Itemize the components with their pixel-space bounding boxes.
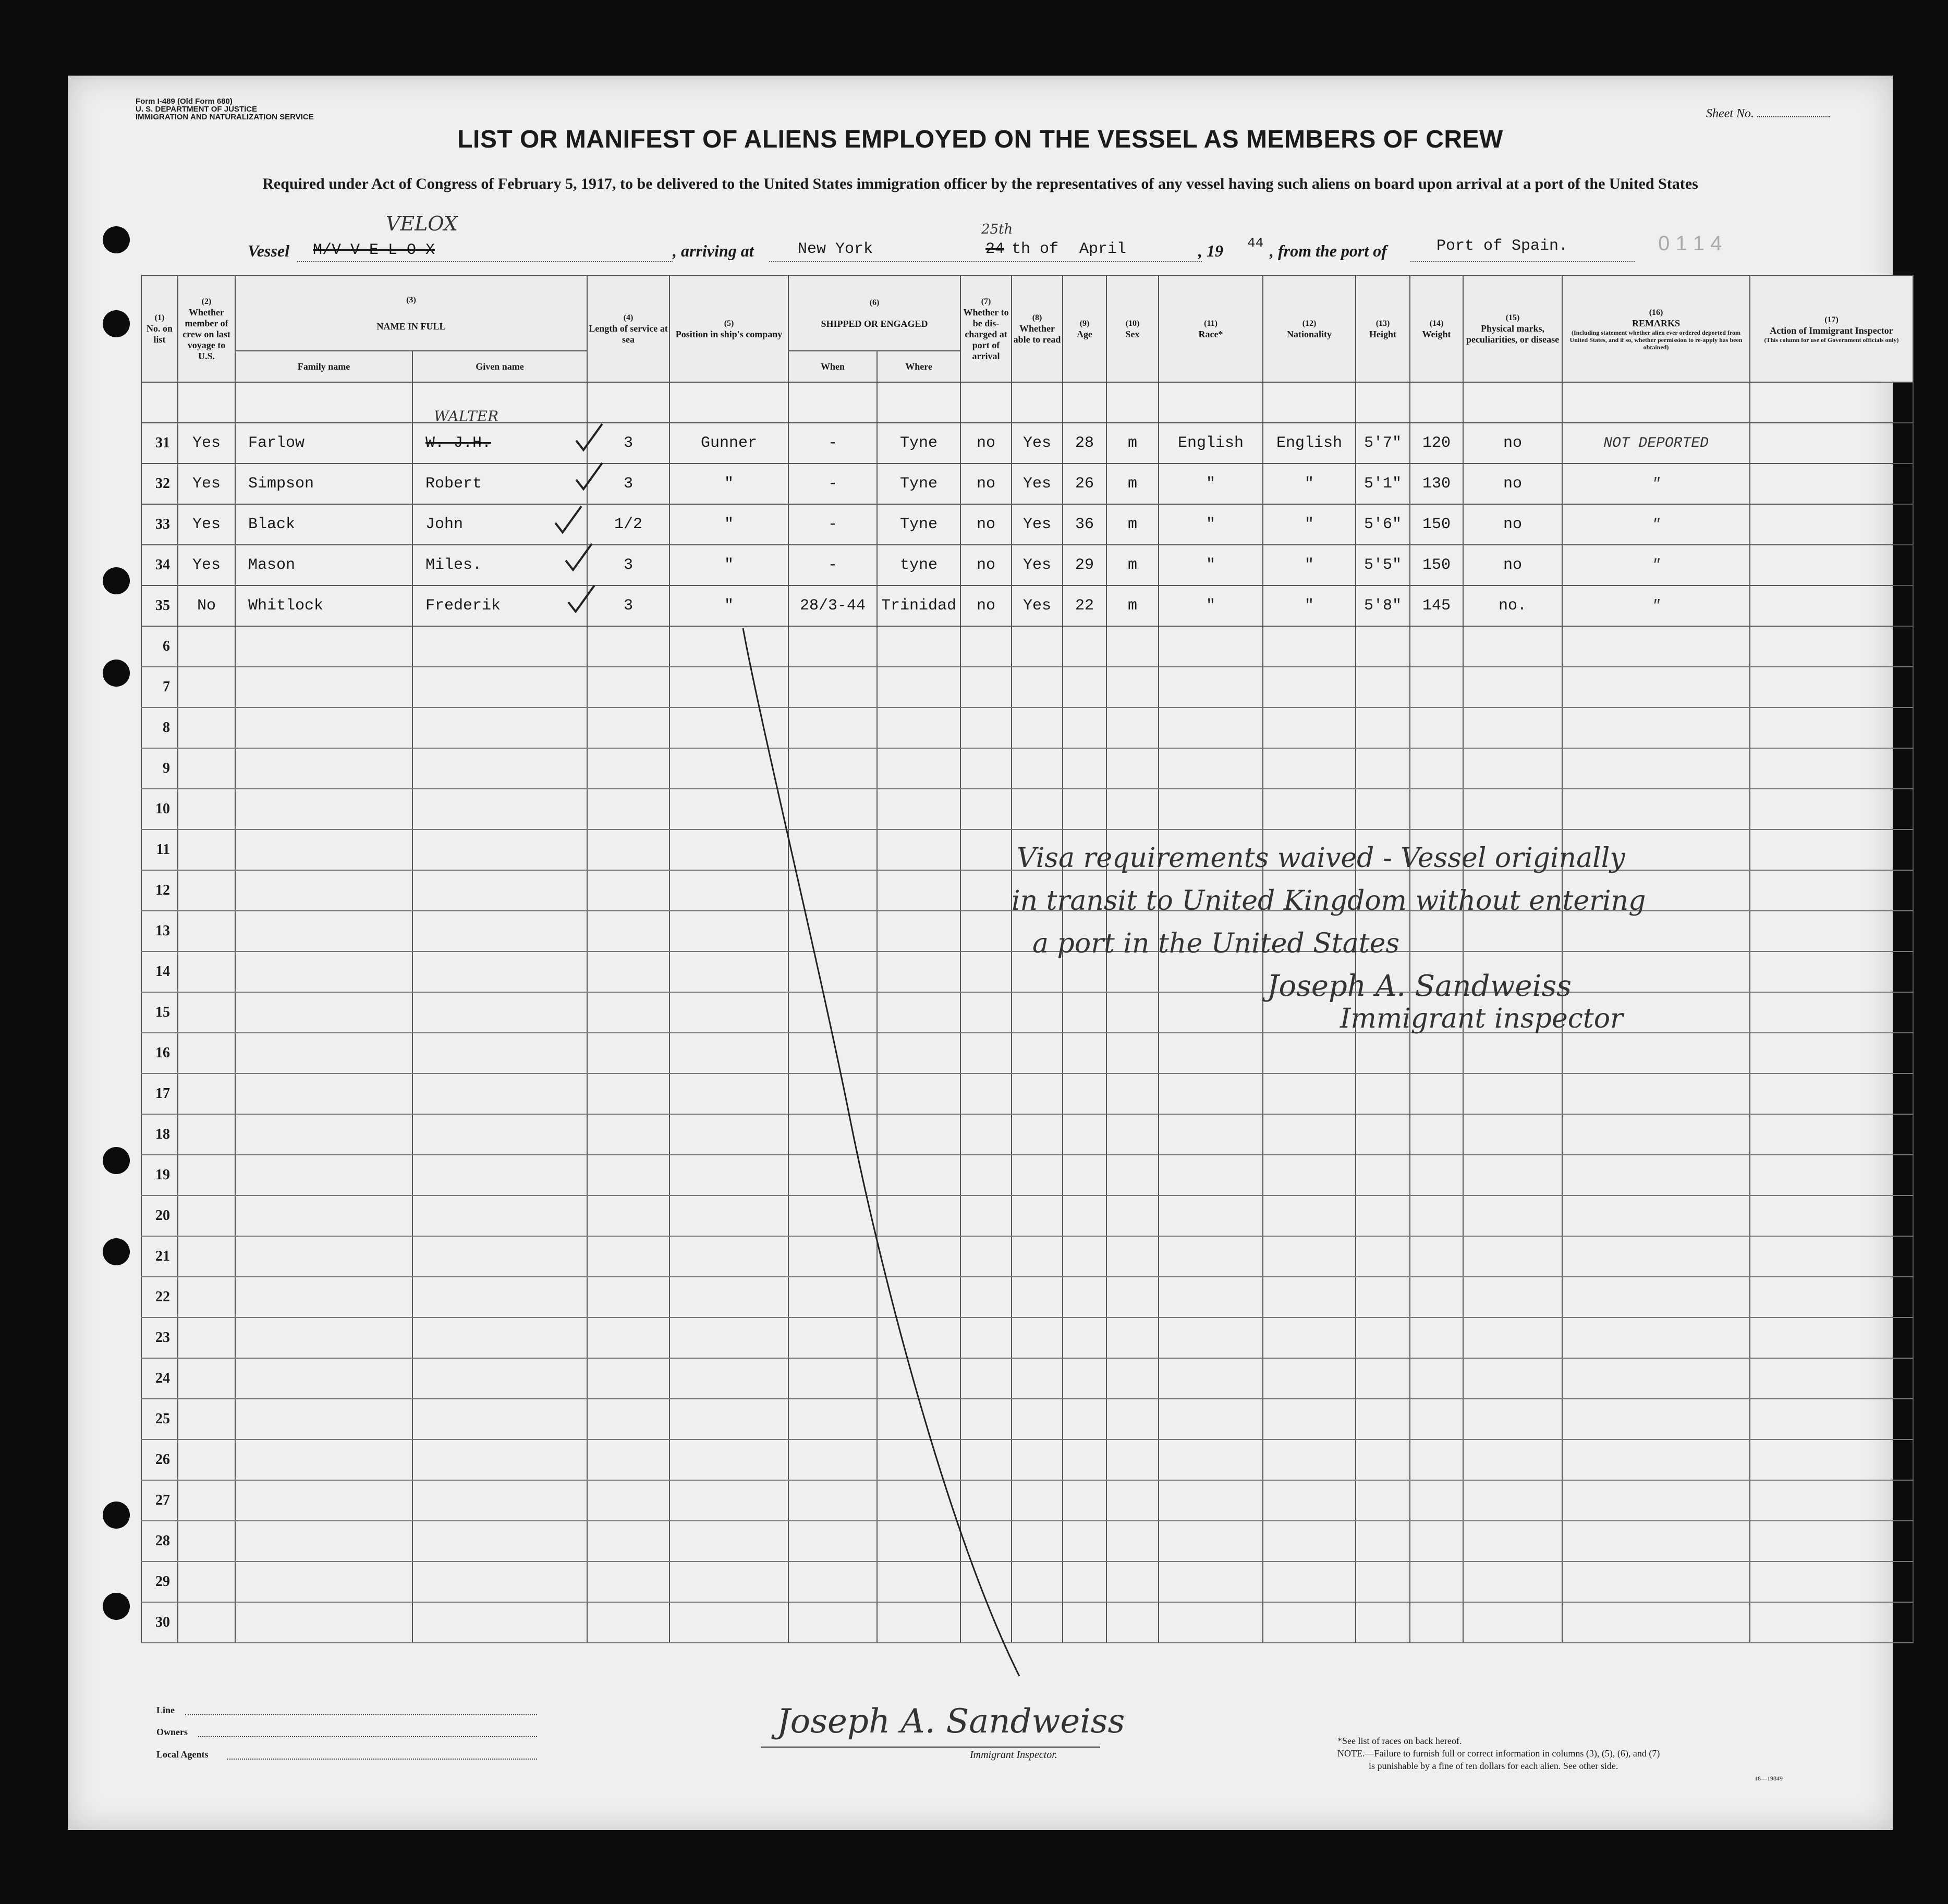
col-header-given-name: Given name xyxy=(412,351,587,382)
col-header-remarks: (16) REMARKS (Including statement whether alien ever ordered deported from United States, and if so, whether permission to re-apply has been obtained) xyxy=(1562,275,1750,382)
table-row: 34 Yes Mason Miles. 3 " - tyne no Yes 29 m " " 5'5" 150 no " xyxy=(141,545,1913,585)
col-header-family-name: Family name xyxy=(235,351,412,382)
col-header-race: (11) Race* xyxy=(1159,275,1263,382)
year-prefix: , 19 xyxy=(1198,241,1223,260)
row-number: 9 xyxy=(141,748,178,789)
col-header-height: (13) Height xyxy=(1356,275,1410,382)
row-number: 25 xyxy=(141,1399,178,1439)
footer-notes xyxy=(1337,1735,1783,1785)
row-number: 13 xyxy=(141,911,178,951)
col-header-sex: (10) Sex xyxy=(1106,275,1159,382)
department: U. S. DEPARTMENT OF JUSTICE xyxy=(136,105,258,114)
binder-hole xyxy=(103,1593,130,1620)
row-number: 28 xyxy=(141,1521,178,1561)
row-number: 15 xyxy=(141,992,178,1033)
arrival-day-suffix: th of xyxy=(1012,240,1059,258)
annotation-signature: Joseph A. Sandweiss xyxy=(1267,969,1572,1003)
check-mark xyxy=(566,544,592,570)
row-number: 10 xyxy=(141,789,178,829)
footer-form-code: 16—19849 xyxy=(1755,1775,1783,1782)
row-number: 20 xyxy=(141,1195,178,1236)
col-header-weight: (14) Weight xyxy=(1410,275,1463,382)
annotation-role: Immigrant inspector xyxy=(1340,1003,1623,1034)
from-port: Port of Spain. xyxy=(1436,237,1568,255)
row-number: 29 xyxy=(141,1561,178,1602)
binder-hole xyxy=(103,660,130,687)
col-header-inspector-action: (17) Action of Immigrant Inspector (This column for use of Government officials only) xyxy=(1750,275,1913,382)
row-number: 26 xyxy=(141,1439,178,1480)
binder-hole xyxy=(103,310,130,337)
row-number: 19 xyxy=(141,1155,178,1195)
row-number: 11 xyxy=(141,829,178,870)
handwritten-annotation xyxy=(1012,837,1646,1040)
col-header-when: When xyxy=(788,351,877,382)
binder-hole xyxy=(103,1238,130,1265)
row-number: 8 xyxy=(141,707,178,748)
col-header-position: (5) Position in ship's company xyxy=(669,275,788,382)
row-number: 17 xyxy=(141,1073,178,1114)
vessel-name: M/V V E L O X xyxy=(313,241,435,259)
page-title: LIST OR MANIFEST OF ALIENS EMPLOYED ON THE VESSEL AS MEMBERS OF CREW xyxy=(457,126,1503,153)
footer-signature: Joseph A. Sandweiss xyxy=(777,1702,1125,1741)
footer-line-label: Line xyxy=(156,1705,175,1715)
check-mark xyxy=(576,424,602,450)
row-number: 22 xyxy=(141,1277,178,1317)
arriving-label: , arriving at xyxy=(673,241,754,260)
form-id: Form I-489 (Old Form 680) xyxy=(136,97,233,106)
col-header-age: (9) Age xyxy=(1063,275,1106,382)
footer-inspector-label: Immigrant Inspector. xyxy=(970,1749,1057,1761)
footer-agents-label: Local Agents xyxy=(156,1749,209,1760)
table-row: 32 Yes Simpson Robert 3 " - Tyne no Yes 26 m " " 5'1" 130 no " xyxy=(141,463,1913,504)
check-mark xyxy=(555,506,581,532)
check-mark xyxy=(568,585,594,612)
table-row: 35 No Whitlock Frederik 3 " 28/3-44 Trinidad no Yes 22 m " " 5'8" 145 no. " xyxy=(141,585,1913,626)
page-subtitle: Required under Act of Congress of February 5, 1917, to be delivered to the United States immigration officer by the representatives of any vessel having such aliens on board upon arrival at a port of the United States xyxy=(262,175,1698,192)
reference-stamp: 0 1 1 4 xyxy=(1658,232,1722,255)
service: IMMIGRATION AND NATURALIZATION SERVICE xyxy=(136,113,314,121)
table-row: 33 Yes Black John 1/2 " - Tyne no Yes 36 m " " 5'6" 150 no " xyxy=(141,504,1913,545)
from-port-label: , from the port of xyxy=(1270,241,1387,260)
arrival-day-handwritten: 25th xyxy=(981,222,1013,237)
diagonal-pen-line xyxy=(743,628,1019,1676)
arrival-year: 44 xyxy=(1247,235,1264,251)
col-header-crew-last-voyage: (2) Whether member of crew on last voyage to U.S. xyxy=(178,275,235,382)
col-header-physical-marks: (15) Physical marks, peculiarities, or disease xyxy=(1463,275,1562,382)
row-number: 30 xyxy=(141,1602,178,1643)
row-number: 27 xyxy=(141,1480,178,1521)
manifest-sheet xyxy=(68,76,1899,1830)
col-header-discharged: (7) Whether to be dis-charged at port of arrival xyxy=(960,275,1012,382)
binder-hole xyxy=(103,226,130,253)
annotation-line-1: Visa requirements waived - Vessel originally xyxy=(1017,843,1625,874)
footer-note-3: is punishable by a fine of ten dollars for each alien. See other side. xyxy=(1369,1761,1618,1771)
sheet-label: Sheet No. xyxy=(1706,107,1754,120)
col-header-able-to-read: (8) Whether able to read xyxy=(1012,275,1063,382)
col-header-name: (3) NAME IN FULL xyxy=(235,275,587,351)
col-header-nationality: (12) Nationality xyxy=(1263,275,1356,382)
check-mark xyxy=(576,463,602,489)
binder-hole xyxy=(103,567,130,594)
given-name: W. J.H. xyxy=(425,434,492,452)
row-number: 16 xyxy=(141,1033,178,1073)
col-header-length-of-service: (4) Length of service at sea xyxy=(587,275,669,382)
col-header-where: Where xyxy=(877,351,960,382)
annotation-line-3: a port in the United States xyxy=(1032,928,1400,959)
vessel-name-handwritten: VELOX xyxy=(386,212,458,235)
col-header-no: (1) No. on list xyxy=(141,275,178,382)
row-number: 21 xyxy=(141,1236,178,1277)
table-row: 31 Yes Farlow W. J.H. WALTER 3 Gunner - Tyne no Yes 28 m English English 5'7" 120 no NOT DEPORTED xyxy=(141,423,1913,463)
footer-owners-label: Owners xyxy=(156,1727,188,1737)
arriving-port: New York xyxy=(798,240,873,258)
row-number: 6 xyxy=(141,626,178,667)
vessel-label: Vessel xyxy=(248,241,289,260)
row-number: 18 xyxy=(141,1114,178,1155)
binder-hole xyxy=(103,1147,130,1174)
binder-hole xyxy=(103,1502,130,1529)
footer-note-1: *See list of races on back hereof. xyxy=(1337,1736,1462,1746)
row-number: 12 xyxy=(141,870,178,911)
col-header-shipped-engaged: (6) SHIPPED OR ENGAGED xyxy=(788,275,960,351)
footer-note-2: NOTE.—Failure to furnish full or correct information in columns (3), (5), (6), and (7) xyxy=(1337,1748,1660,1759)
row-number: 23 xyxy=(141,1317,178,1358)
row-number: 7 xyxy=(141,667,178,707)
arrival-day: 24 xyxy=(985,240,1005,258)
arrival-month: April xyxy=(1079,240,1127,258)
annotation-line-2: in transit to United Kingdom without entering xyxy=(1012,885,1646,917)
row-number: 24 xyxy=(141,1358,178,1399)
row-number: 14 xyxy=(141,951,178,992)
given-name-handwritten: WALTER xyxy=(434,408,499,425)
